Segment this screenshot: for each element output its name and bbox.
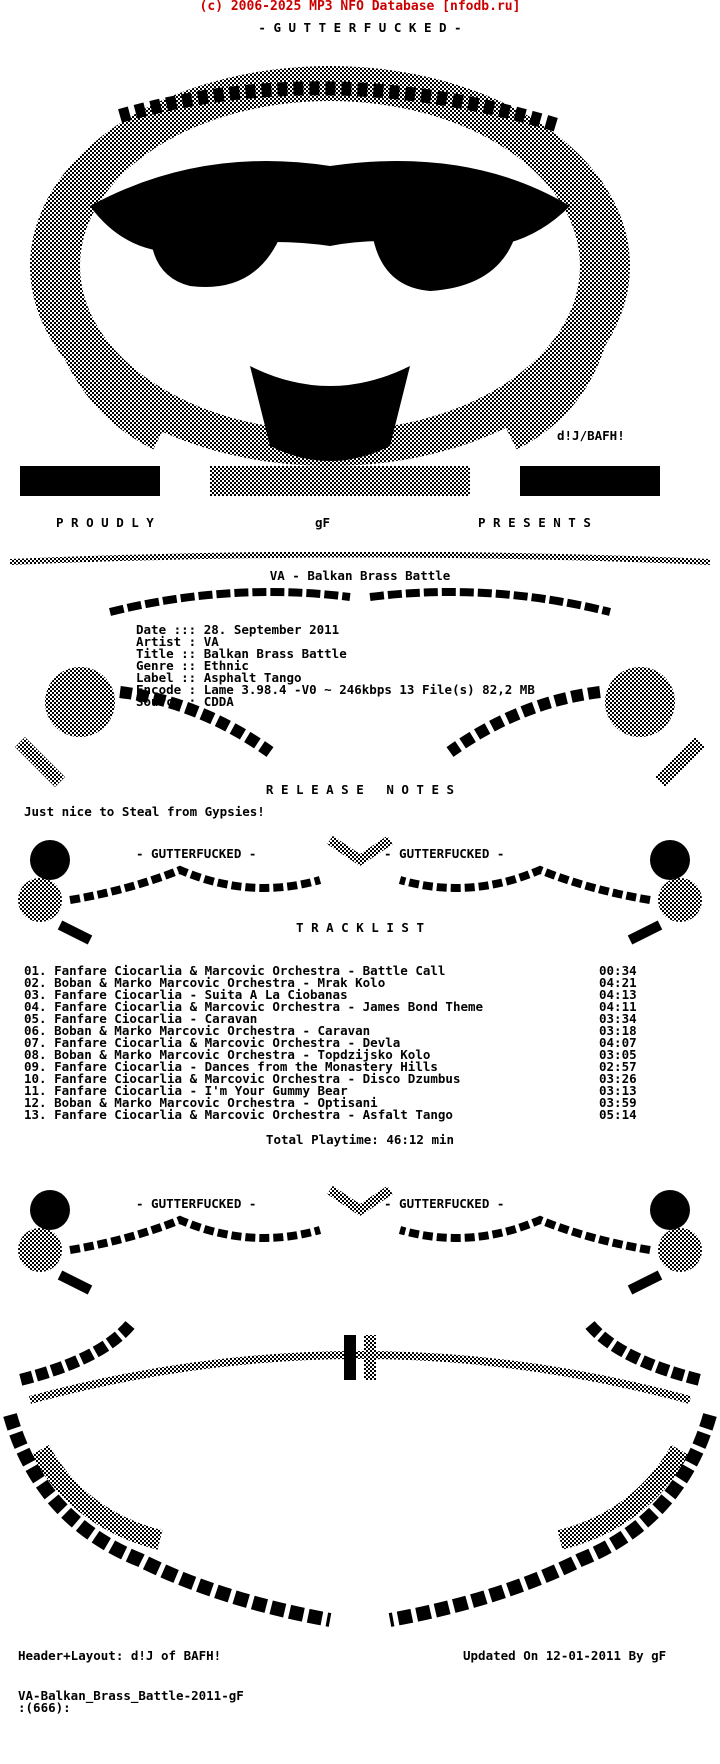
banner-right-label: - GUTTERFUCKED - xyxy=(384,1196,505,1211)
banner-right-label: - GUTTERFUCKED - xyxy=(384,846,505,861)
track-duration: 03:34 xyxy=(599,1011,637,1026)
info-label: Label :: Asphalt Tango xyxy=(136,670,302,685)
track-duration: 03:59 xyxy=(599,1095,637,1110)
track-duration: 03:05 xyxy=(599,1047,637,1062)
track-title: 07. Fanfare Ciocarlia & Marcovic Orchestra - Devla xyxy=(24,1035,401,1050)
track-title: 13. Fanfare Ciocarlia & Marcovic Orchestra - Asfalt Tango xyxy=(24,1107,453,1122)
release-title: VA - Balkan Brass Battle xyxy=(269,568,451,583)
track-duration: 04:21 xyxy=(599,975,637,990)
footer-layout-credit: Header+Layout: d!J of BAFH! xyxy=(18,1648,222,1663)
gutterfucked-banner-ornament xyxy=(0,1170,720,1295)
track-duration: 00:34 xyxy=(599,963,637,978)
release-dirname: VA-Balkan_Brass_Battle-2011-gF xyxy=(18,1688,244,1703)
track-title: 01. Fanfare Ciocarlia & Marcovic Orchestra - Battle Call xyxy=(24,963,446,978)
info-source: Source : CDDA xyxy=(136,694,234,709)
track-title: 03. Fanfare Ciocarlia - Suita A La Ciobanas xyxy=(24,987,348,1002)
info-artist: Artist : VA xyxy=(136,634,219,649)
proudly-label: P R O U D L Y xyxy=(56,515,154,530)
track-duration: 03:18 xyxy=(599,1023,637,1038)
signoff: :(666): xyxy=(18,1700,71,1715)
footer-updated: Updated On 12-01-2011 By gF xyxy=(463,1648,667,1663)
info-title: Title :: Balkan Brass Battle xyxy=(136,646,347,661)
info-genre: Genre :: Ethnic xyxy=(136,658,249,673)
banner-left-label: - GUTTERFUCKED - xyxy=(136,846,257,861)
track-title: 10. Fanfare Ciocarlia & Marcovic Orchestra - Disco Dzumbus xyxy=(24,1071,461,1086)
track-duration: 04:07 xyxy=(599,1035,637,1050)
track-title: 08. Boban & Marko Marcovic Orchestra - Topdzijsko Kolo xyxy=(24,1047,431,1062)
info-date: Date ::: 28. September 2011 xyxy=(136,622,340,637)
track-title: 12. Boban & Marko Marcovic Orchestra - Optisani xyxy=(24,1095,378,1110)
banner-left-label: - GUTTERFUCKED - xyxy=(136,1196,257,1211)
track-title: 06. Boban & Marko Marcovic Orchestra - Caravan xyxy=(24,1023,371,1038)
copyright-line: (c) 2006-2025 MP3 NFO Database [nfodb.ru] xyxy=(199,0,521,14)
track-duration: 04:13 xyxy=(599,987,637,1002)
track-title: 05. Fanfare Ciocarlia - Caravan xyxy=(24,1011,258,1026)
tracklist-heading: T R A C K L I S T xyxy=(296,920,424,935)
track-duration: 02:57 xyxy=(599,1059,637,1074)
release-notes-heading: R E L E A S E N O T E S xyxy=(265,782,455,797)
track-duration: 03:26 xyxy=(599,1071,637,1086)
release-frame-ornament xyxy=(0,552,720,792)
track-duration: 04:11 xyxy=(599,999,637,1014)
release-notes-text: Just nice to Steal from Gypsies! xyxy=(24,804,265,819)
track-title: 02. Boban & Marko Marcovic Orchestra - Mrak Kolo xyxy=(24,975,386,990)
track-title: 09. Fanfare Ciocarlia - Dances from the Monastery Hills xyxy=(24,1059,438,1074)
info-encode: Encode : Lame 3.98.4 -V0 ~ 246kbps 13 File(s) 82,2 MB xyxy=(136,682,535,697)
header-title: - G U T T E R F U C K E D - xyxy=(258,20,462,35)
presents-label: P R E S E N T S xyxy=(478,515,591,530)
footer-frame-ornament xyxy=(0,1320,720,1655)
track-duration: 05:14 xyxy=(599,1107,637,1122)
artist-signature: d!J/BAFH! xyxy=(557,428,625,443)
track-duration: 03:13 xyxy=(599,1083,637,1098)
track-title: 04. Fanfare Ciocarlia & Marcovic Orchestra - James Bond Theme xyxy=(24,999,484,1014)
total-playtime: Total Playtime: 46:12 min xyxy=(265,1132,455,1147)
group-label: gF xyxy=(315,515,331,530)
track-title: 11. Fanfare Ciocarlia - I'm Your Gummy Bear xyxy=(24,1083,348,1098)
